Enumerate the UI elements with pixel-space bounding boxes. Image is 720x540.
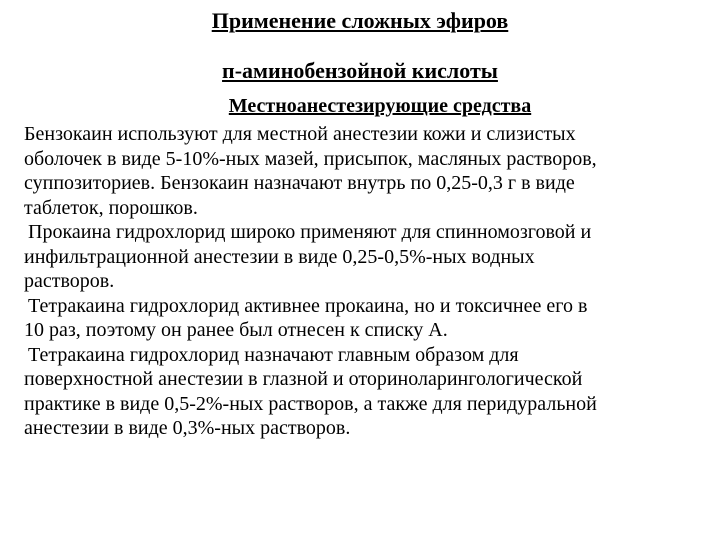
paragraph-line: оболочек в виде 5-10%-ных мазей, присыпок, масляных растворов, — [24, 147, 597, 170]
paragraph-line: поверхностной анестезии в глазной и оториноларингологической — [24, 368, 583, 390]
paragraph-tetracaine-toxicity — [20, 294, 716, 343]
paragraph-line: суппозиториев. Бензокаин назначают внутрь по 0,25-0,3 г в виде — [24, 172, 575, 194]
paragraph-line: практике в виде 0,5-2%-ных растворов, а также для перидуральной — [24, 392, 597, 415]
paragraph-benzocaine — [20, 122, 716, 220]
slide-subtitle: Местноанестезирующие средства — [228, 95, 532, 117]
slide-title-line-1: Применение сложных эфиров — [211, 8, 509, 33]
paragraph-procaine — [20, 220, 716, 294]
paragraph-line: Тетракаина гидрохлорид активнее прокаина, но и токсичнее его в — [28, 294, 588, 317]
paragraph-line: 10 раз, поэтому он ранее был отнесен к списку А. — [24, 319, 448, 341]
slide-title-line-2: п-аминобензойной кислоты — [222, 58, 498, 83]
paragraph-line: растворов. — [24, 270, 115, 292]
paragraph-line: Тетракаина гидрохлорид назначают главным образом для — [28, 343, 519, 366]
paragraph-line: Прокаина гидрохлорид широко применяют для спинномозговой и — [28, 221, 592, 243]
paragraph-line: анестезии в виде 0,3%-ных растворов. — [24, 417, 351, 439]
paragraph-line: Бензокаин используют для местной анестезии кожи и слизистых — [24, 123, 576, 145]
paragraph-line: таблеток, порошков. — [24, 196, 198, 219]
paragraph-tetracaine-use — [20, 343, 716, 441]
body-text — [20, 122, 716, 441]
paragraph-line: инфильтрационной анестезии в виде 0,25-0,5%-ных водных — [24, 245, 535, 268]
